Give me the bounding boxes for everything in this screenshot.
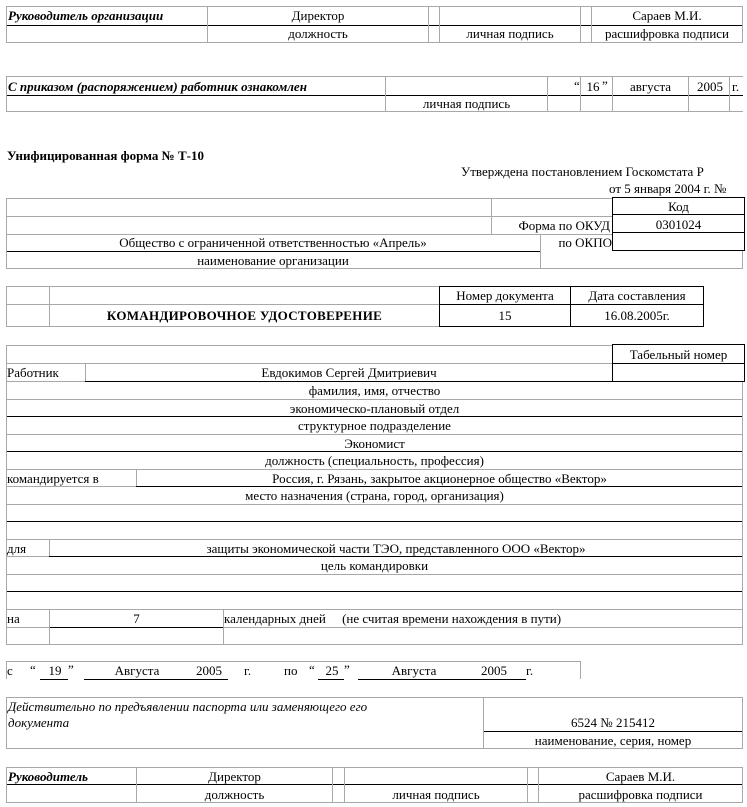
employee-department: экономическо-плановый отдел (289, 401, 460, 416)
period-to-month: Августа (391, 663, 437, 678)
passport-value: 6524 № 215412 (571, 715, 655, 730)
duration-label: на (7, 611, 20, 626)
destination-caption: место назначения (страна, город, организация) (245, 488, 504, 503)
acquaint-month: августа (629, 79, 672, 94)
period-to-quote-close: ” (344, 662, 350, 677)
top-signature-name: Сараев М.И. (632, 8, 702, 23)
sent-to-label: командируется в (7, 471, 99, 486)
acquaint-quote-close: ” (602, 78, 608, 93)
okud-label: Форма по ОКУД (518, 218, 610, 233)
period-to-suffix: г. (526, 663, 534, 678)
acquaint-day: 16 (586, 79, 600, 94)
document-number-header: Номер документа (456, 288, 554, 303)
okud-value: 0301024 (655, 217, 702, 232)
bottom-signature-position: Директор (208, 769, 261, 784)
approved-line-2: от 5 января 2004 г. № (609, 181, 727, 196)
document-date: 16.08.2005г. (604, 308, 670, 323)
period-to-label: по (284, 663, 298, 678)
passport-label-line-1: Действительно по предъявлении паспорта или заменяющего его (8, 699, 368, 714)
approved-line-1: Утверждена постановлением Госкомстата Р (461, 164, 704, 179)
period-from-quote-close: ” (68, 662, 74, 677)
tab-number-header: Табельный номер (629, 347, 728, 362)
passport-caption: наименование, серия, номер (534, 733, 692, 748)
period-to-quote-open: “ (309, 662, 315, 677)
bottom-signature-name: Сараев М.И. (605, 769, 676, 784)
bottom-signature-label: Руководитель (8, 769, 88, 784)
period-from-suffix: г. (244, 663, 252, 678)
okpo-cell (612, 232, 745, 251)
bottom-caption-decoding: расшифровка подписи (578, 787, 703, 802)
employee-name-caption: фамилия, имя, отчество (308, 383, 441, 398)
acquaint-label: С приказом (распоряжением) работник ознакомлен (8, 79, 307, 94)
employee-department-caption: структурное подразделение (298, 418, 451, 433)
period-to-day: 25 (325, 663, 339, 678)
acquaint-quote-open: “ (574, 78, 580, 93)
organization-caption: наименование организации (197, 253, 349, 268)
destination: Россия, г. Рязань, закрытое акционерное общество «Вектор» (272, 471, 607, 486)
organization-name: Общество с ограниченной ответственностью «Апрель» (119, 235, 427, 250)
period-from-month: Августа (114, 663, 160, 678)
period-from-label: с (7, 663, 13, 678)
acquaint-year: 2005 (697, 79, 723, 94)
purpose: защиты экономической части ТЭО, представленного ООО «Вектор» (206, 541, 586, 556)
caption-signature: личная подпись (466, 26, 554, 41)
acquaint-caption-signature: личная подпись (422, 96, 511, 111)
employee-name: Евдокимов Сергей Дмитриевич (261, 365, 437, 380)
okpo-label: по ОКПО (558, 235, 612, 250)
period-to-year: 2005 (481, 663, 507, 678)
employee-position-caption: должность (специальность, профессия) (265, 453, 484, 468)
document-date-header: Дата составления (588, 288, 686, 303)
purpose-caption: цель командировки (320, 558, 429, 573)
bottom-caption-position: должность (204, 787, 265, 802)
period-from-year: 2005 (196, 663, 222, 678)
duration-days: 7 (133, 611, 140, 626)
employee-position: Экономист (344, 436, 405, 451)
period-from-quote-open: “ (30, 662, 36, 677)
top-signature-label: Руководитель организации (8, 8, 164, 23)
duration-text: календарных дней (не считая времени нахождения в пути) (224, 611, 562, 626)
acquaint-year-suffix: г. (732, 79, 740, 94)
tab-number-value-cell (612, 363, 745, 382)
top-signature-position: Директор (291, 8, 345, 23)
passport-label-line-2: документа (8, 715, 70, 730)
document-title: КОМАНДИРОВОЧНОЕ УДОСТОВЕРЕНИЕ (106, 308, 383, 323)
employee-label: Работник (7, 365, 59, 380)
purpose-label: для (7, 541, 27, 556)
caption-position: должность (288, 26, 348, 41)
form-title: Унифицированная форма № Т-10 (7, 148, 204, 163)
caption-decoding: расшифровка подписи (604, 26, 730, 41)
code-header: Код (668, 199, 689, 214)
document-number: 15 (498, 308, 512, 323)
bottom-caption-signature: личная подпись (392, 787, 480, 802)
period-from-day: 19 (48, 663, 62, 678)
